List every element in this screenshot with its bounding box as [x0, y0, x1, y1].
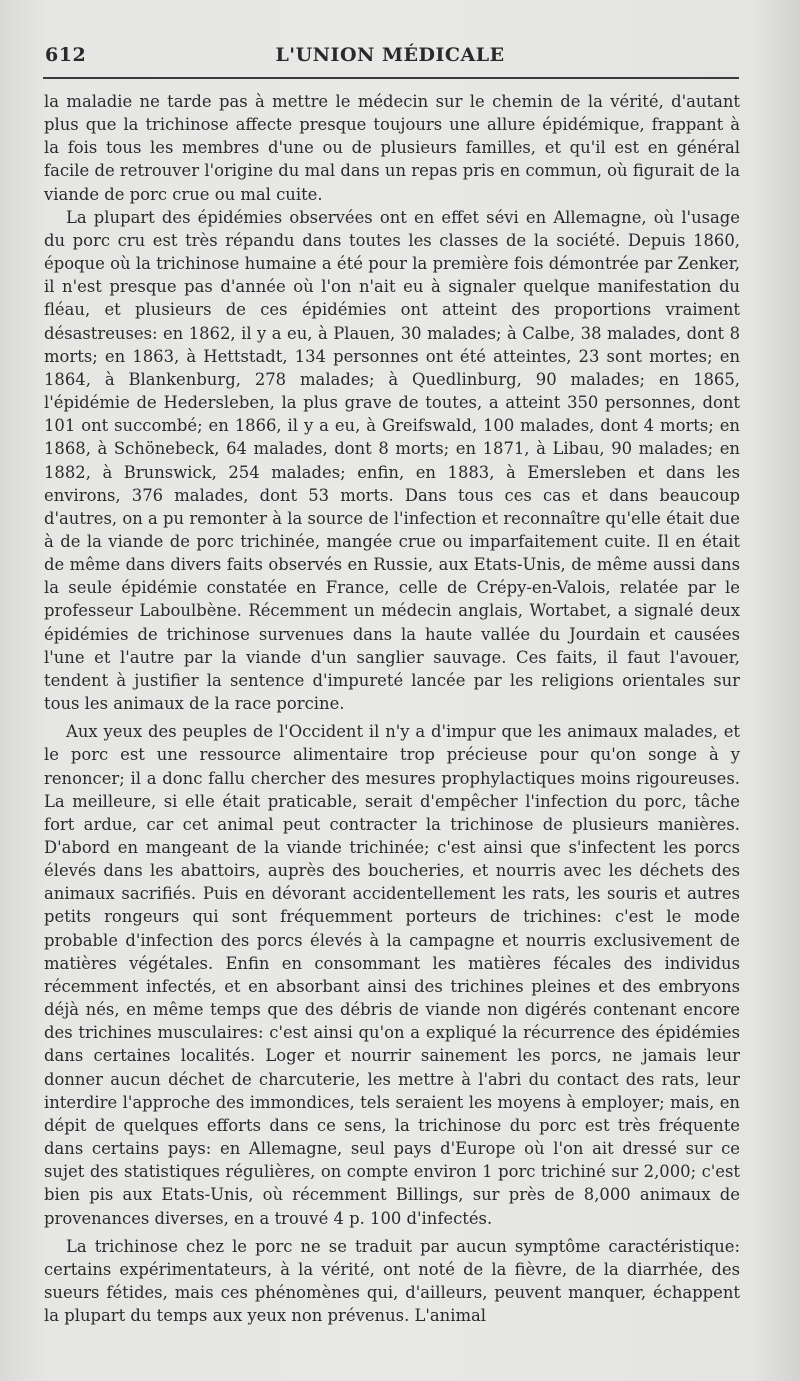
- paragraph-symptoms: La trichinose chez le porc ne se traduit par aucun symptôme caractéristique: certains expérimentateurs, à la vérité, ont noté de la fièvre, de la diarrhée, des sueurs fétides, mais ces phénomènes qui, d'ailleurs, peuvent manquer, échappent la plupart du temps aux yeux non prévenus. L'animal: [44, 1236, 740, 1326]
- page-header: [45, 44, 735, 74]
- paragraph-continuation: la maladie ne tarde pas à mettre le médecin sur le chemin de la vérité, d'autant plus que la trichinose affecte presque toujours une allure épidémique, frappant à la fois tous les membres d'une ou de plusieurs familles, et qu'il est en général facile de retrouver l'origine du mal dans un repas pris en commun, où figurait de la viande de porc crue ou mal cuite.: [44, 92, 740, 204]
- paragraph-epidemics: La plupart des épidémies observées ont en effet sévi en Allemagne, où l'usage du porc cru est très répandu dans toutes les classes de la société. Depuis 1860, époque où la trichinose humaine a été pour la première fois démontrée par Zenker, il n'est presque pas d'année où l'on n'ait eu à signaler quelque manifestation du fléau, et plusieurs de ces épidémies ont atteint des proportions vraiment désastreuses: en 1862, il y a eu, à Plauen, 30 malades; à Calbe, 38 malades, dont 8 morts; en 1863, à Hettstadt, 134 personnes ont été atteintes, 23 sont mortes; en 1864, à Blankenburg, 278 malades; à Quedlinburg, 90 malades; en 1865, l'épidémie de Hedersleben, la plus grave de toutes, a atteint 350 personnes, dont 101 ont succombé; en 1866, il y a eu, à Greifswald, 100 malades, dont 4 morts; en 1868, à Schönebeck, 64 malades, dont 8 morts; en 1871, à Libau, 90 malades; en 1882, à Brunswick, 254 malades; enfin, en 1883, à Emersleben et dans les environs, 376 malades, dont 53 morts. Dans tous ces cas et dans beaucoup d'autres, on a pu remonter à la source de l'infection et reconnaître qu'elle était due à de la viande de porc trichinée, mangée crue ou imparfaitement cuite. Il en était de même dans divers faits observés en Russie, aux Etats-Unis, de même aussi dans la seule épidémie constatée en France, celle de Crépy-en-Valois, relatée par le professeur Laboulbène. Récemment un médecin anglais, Wortabet, a signalé deux épidémies de trichinose survenues dans la haute vallée du Jourdain et causées l'une et l'autre par la viande d'un sanglier sauvage. Ces faits, il faut l'avouer, tendent à justifier la sentence d'impureté lancée par les religions orientales sur tous les animaux de la race porcine.: [44, 207, 740, 714]
- body-text: [44, 90, 740, 1327]
- running-title: L'UNION MÉDICALE: [275, 44, 505, 66]
- header-rule: [43, 77, 739, 79]
- page-number: 612: [45, 44, 87, 66]
- paragraph-prophylaxis: Aux yeux des peuples de l'Occident il n'y a d'impur que les animaux malades, et le porc est une ressource alimentaire trop précieuse pour qu'on songe à y renoncer; il a donc fallu chercher des mesures prophylactiques moins rigoureuses. La meilleure, si elle était praticable, serait d'empêcher l'infection du porc, tâche fort ardue, car cet animal peut contracter la trichinose de plusieurs manières. D'abord en mangeant de la viande trichinée; c'est ainsi que s'infectent les porcs élevés dans les abattoirs, auprès des boucheries, et nourris avec les déchets des animaux sacrifiés. Puis en dévorant accidentellement les rats, les souris et autres petits rongeurs qui sont fréquemment porteurs de trichines: c'est le mode probable d'infection des porcs élevés à la campagne et nourris exclusivement de matières végétales. Enfin en consommant les matières fécales des individus récemment infectés, et en absorbant ainsi des trichines pleines et des embryons déjà nés, en même temps que des débris de viande non digérés contenant encore des trichines musculaires: c'est ainsi qu'on a expliqué la récurrence des épidémies dans certaines localités. Loger et nourrir sainement les porcs, ne jamais leur donner aucun déchet de charcuterie, les mettre à l'abri du contact des rats, leur interdire l'approche des immondices, tels seraient les moyens à employer; mais, en dépit de quelques efforts dans ce sens, la trichinose du porc est très fréquente dans certains pays: en Allemagne, seul pays d'Europe où l'on ait dressé sur ce sujet des statistiques régulières, on compte environ 1 porc trichiné sur 2,000; c'est bien pis aux Etats-Unis, où récemment Billings, sur près de 8,000 animaux de provenances diverses, en a trouvé 4 p. 100 d'infectés.: [44, 722, 740, 1228]
